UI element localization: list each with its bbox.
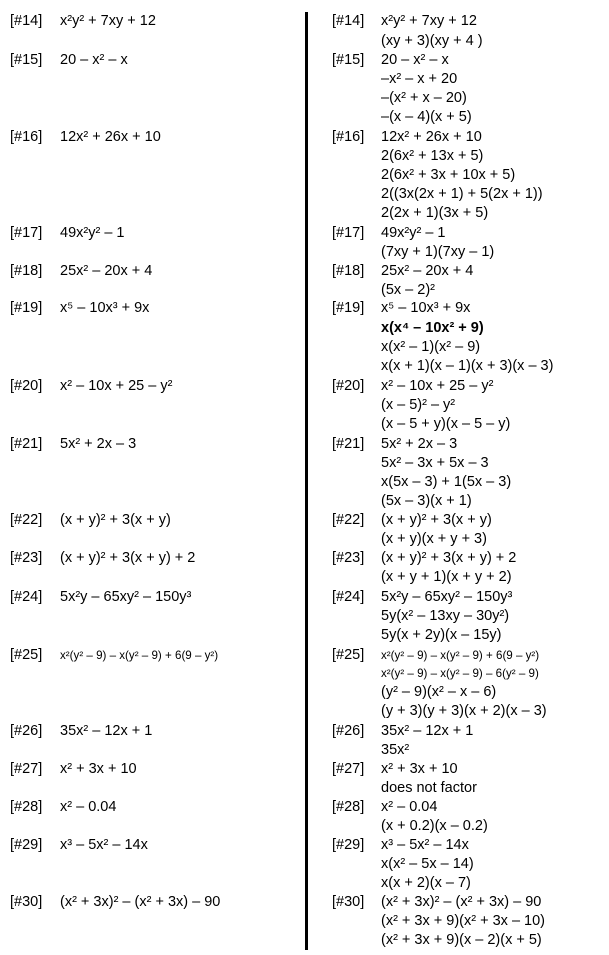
- problem-expression: 20 – x² – x: [60, 52, 128, 68]
- solution-step: (x² + 3x + 9)(x – 2)(x + 5): [381, 932, 542, 948]
- solution-step: (x + y)(x + y + 3): [381, 531, 487, 547]
- solution-number: [#30]: [332, 894, 365, 910]
- solution-number: [#29]: [332, 837, 365, 853]
- solution-number: [#23]: [332, 550, 365, 566]
- problem-number: [#17]: [10, 225, 43, 241]
- problem-number: [#16]: [10, 129, 43, 145]
- problem-number: [#14]: [10, 13, 43, 29]
- solution-step: –(x – 4)(x + 5): [381, 109, 472, 125]
- solution-number: [#24]: [332, 589, 365, 605]
- solution-number: [#26]: [332, 723, 365, 739]
- solution-step: 5x² + 2x – 3: [381, 436, 458, 452]
- solution-step: 12x² + 26x + 10: [381, 129, 482, 145]
- problem-number: [#30]: [10, 894, 43, 910]
- solution-step: (x + y)² + 3(x + y) + 2: [381, 550, 517, 566]
- solution-step: 20 – x² – x: [381, 52, 449, 68]
- solution-step: x(x + 2)(x – 7): [381, 875, 471, 891]
- solution-step: x(x² – 1)(x² – 9): [381, 339, 481, 355]
- problem-expression: x² + 3x + 10: [60, 761, 137, 777]
- solution-step: does not factor: [381, 780, 477, 796]
- solution-step: x(5x – 3) + 1(5x – 3): [381, 474, 512, 490]
- solution-number: [#28]: [332, 799, 365, 815]
- solution-step: 35x² – 12x + 1: [381, 723, 474, 739]
- problem-number: [#21]: [10, 436, 43, 452]
- solution-step: x(x² – 5x – 14): [381, 856, 474, 872]
- solution-number: [#20]: [332, 378, 365, 394]
- solution-number: [#21]: [332, 436, 365, 452]
- problem-expression: 5x²y – 65xy² – 150y³: [60, 589, 192, 605]
- problem-expression: x² – 10x + 25 – y²: [60, 378, 173, 394]
- solution-step: 2(6x² + 3x + 10x + 5): [381, 167, 516, 183]
- problem-expression: x² – 0.04: [60, 799, 117, 815]
- solution-number: [#16]: [332, 129, 365, 145]
- solution-step: (x + 0.2)(x – 0.2): [381, 818, 488, 834]
- solution-step: (y + 3)(y + 3)(x + 2)(x – 3): [381, 703, 547, 719]
- solution-step: 35x²: [381, 742, 410, 758]
- solution-step: 49x²y² – 1: [381, 225, 446, 241]
- problem-number: [#15]: [10, 52, 43, 68]
- solution-step: 2(2x + 1)(3x + 5): [381, 205, 489, 221]
- solution-number: [#19]: [332, 300, 365, 316]
- solution-number: [#17]: [332, 225, 365, 241]
- problem-number: [#27]: [10, 761, 43, 777]
- solution-step: (x² + 3x + 9)(x² + 3x – 10): [381, 913, 545, 929]
- solution-step: (xy + 3)(xy + 4 ): [381, 33, 483, 49]
- solution-step: 5y(x + 2y)(x – 15y): [381, 627, 502, 643]
- problem-number: [#28]: [10, 799, 43, 815]
- problem-expression: 35x² – 12x + 1: [60, 723, 153, 739]
- solution-step: 5x²y – 65xy² – 150y³: [381, 589, 513, 605]
- solution-number: [#18]: [332, 263, 365, 279]
- solution-step: x² + 3x + 10: [381, 761, 458, 777]
- solution-number: [#27]: [332, 761, 365, 777]
- solution-step: x²(y² – 9) – x(y² – 9) + 6(9 – y²): [381, 649, 540, 662]
- problem-expression: x⁵ – 10x³ + 9x: [60, 300, 150, 316]
- solution-step: x²y² + 7xy + 12: [381, 13, 477, 29]
- solution-step: x³ – 5x² – 14x: [381, 837, 469, 853]
- solution-number: [#15]: [332, 52, 365, 68]
- solution-step: (x – 5)² – y²: [381, 397, 456, 413]
- solution-step: (x + y + 1)(x + y + 2): [381, 569, 512, 585]
- problem-expression: 12x² + 26x + 10: [60, 129, 161, 145]
- problem-expression: (x² + 3x)² – (x² + 3x) – 90: [60, 894, 221, 910]
- solution-number: [#14]: [332, 13, 365, 29]
- column-divider: [305, 12, 308, 950]
- solution-step: x(x + 1)(x – 1)(x + 3)(x – 3): [381, 358, 554, 374]
- problem-number: [#26]: [10, 723, 43, 739]
- solution-step: x² – 10x + 25 – y²: [381, 378, 494, 394]
- problem-number: [#20]: [10, 378, 43, 394]
- solution-step: (y² – 9)(x² – x – 6): [381, 684, 497, 700]
- solution-step: (x – 5 + y)(x – 5 – y): [381, 416, 511, 432]
- problem-expression: x³ – 5x² – 14x: [60, 837, 148, 853]
- solution-step: (5x – 2)²: [381, 282, 435, 298]
- solution-step: –(x² + x – 20): [381, 90, 467, 106]
- solution-step: (x² + 3x)² – (x² + 3x) – 90: [381, 894, 542, 910]
- solution-number: [#25]: [332, 647, 365, 663]
- solution-step: 5y(x² – 13xy – 30y²): [381, 608, 510, 624]
- solution-step: 2((3x(2x + 1) + 5(2x + 1)): [381, 186, 543, 202]
- solution-step: (7xy + 1)(7xy – 1): [381, 244, 495, 260]
- solution-step: 5x² – 3x + 5x – 3: [381, 455, 489, 471]
- problem-number: [#24]: [10, 589, 43, 605]
- problem-expression: (x + y)² + 3(x + y): [60, 512, 171, 528]
- problem-number: [#29]: [10, 837, 43, 853]
- problem-expression: 49x²y² – 1: [60, 225, 125, 241]
- solution-step: (5x – 3)(x + 1): [381, 493, 472, 509]
- problem-number: [#23]: [10, 550, 43, 566]
- solution-step: 2(6x² + 13x + 5): [381, 148, 484, 164]
- problem-expression: 5x² + 2x – 3: [60, 436, 137, 452]
- problem-expression: 25x² – 20x + 4: [60, 263, 153, 279]
- problem-expression: x²y² + 7xy + 12: [60, 13, 156, 29]
- problem-expression: (x + y)² + 3(x + y) + 2: [60, 550, 196, 566]
- solution-step: x(x⁴ – 10x² + 9): [381, 320, 484, 336]
- solution-step: –x² – x + 20: [381, 71, 458, 87]
- problem-number: [#18]: [10, 263, 43, 279]
- problem-number: [#25]: [10, 647, 43, 663]
- solution-step: 25x² – 20x + 4: [381, 263, 474, 279]
- solution-step: x²(y² – 9) – x(y² – 9) – 6(y² – 9): [381, 667, 539, 680]
- solution-step: x² – 0.04: [381, 799, 438, 815]
- problem-expression: x²(y² – 9) – x(y² – 9) + 6(9 – y²): [60, 649, 219, 662]
- problem-number: [#22]: [10, 512, 43, 528]
- solution-step: (x + y)² + 3(x + y): [381, 512, 492, 528]
- solution-number: [#22]: [332, 512, 365, 528]
- solution-step: x⁵ – 10x³ + 9x: [381, 300, 471, 316]
- problem-number: [#19]: [10, 300, 43, 316]
